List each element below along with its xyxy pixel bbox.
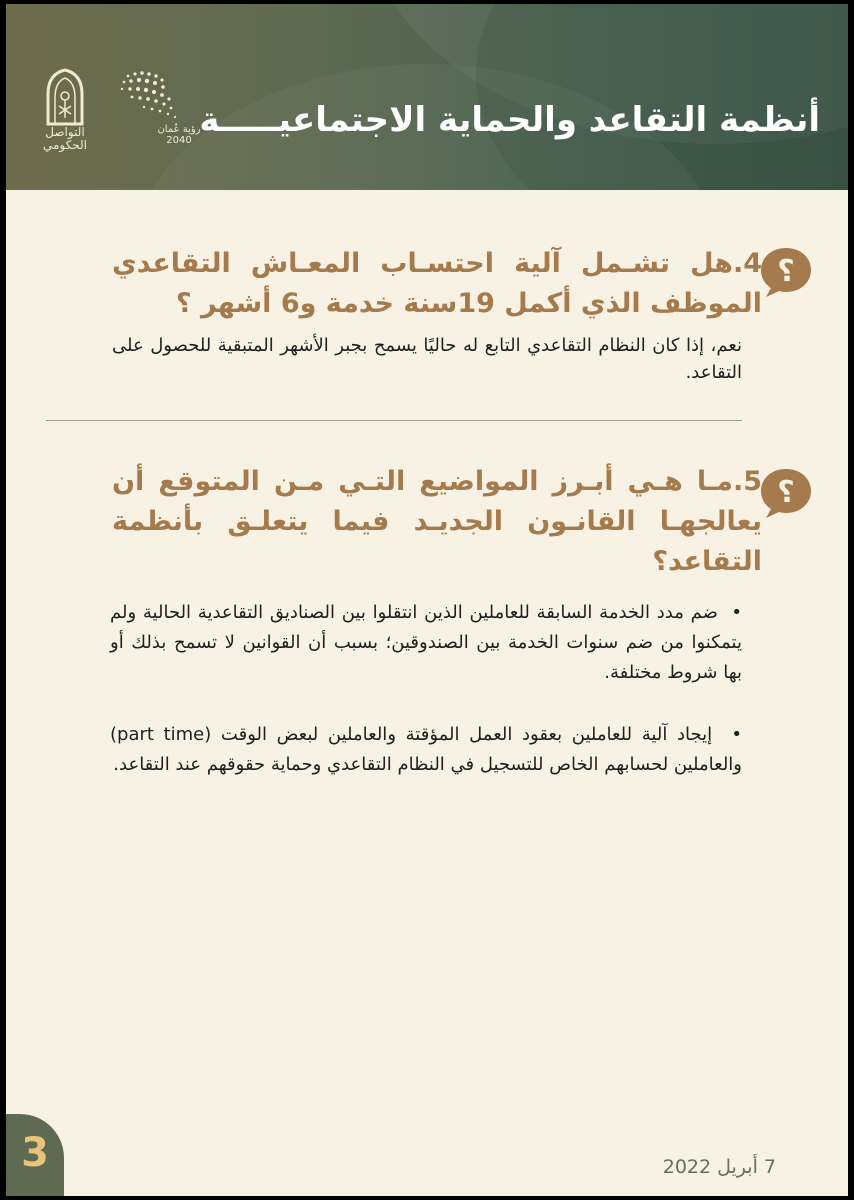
question-5-bullet	[110, 598, 742, 688]
publication-date: 7 أبريل 2022	[662, 1156, 776, 1178]
svg-text:؟: ؟	[777, 475, 795, 510]
bullet-marker: •	[712, 724, 742, 745]
question-5-heading: 5.مـا هـي أبـرز المواضيع التـي مـن المتوقع أن يعالجهـا القانـون الجديـد فيما يتعلـق بأنظمة التقاعد؟	[112, 466, 762, 577]
page-title: أنظمة التقاعد والحماية الاجتماعيـــــة	[199, 100, 820, 140]
question-4-answer: نعم، إذا كان النظام التقاعدي التابع له حاليًا يسمح بجبر الأشهر المتبقية للحصول على التقاعد.	[112, 335, 742, 383]
gov-logo-caption: التواصل الحكومي	[43, 125, 87, 152]
government-communication-logo	[28, 66, 102, 152]
question-4-heading: 4.هل تشـمل آلية احتسـاب المعـاش التقاعدي الموظف الذي أكمل 19سنة خدمة و6 أشهر ؟	[112, 248, 762, 319]
bullet-text: ضم مدد الخدمة السابقة للعاملين الذين انتقلوا بين الصناديق التقاعدية الحالية ولم يتمكنوا من ضم سنوات الخدمة بين الصندوقين؛ بسبب أن القوانين لا تسمح بذلك أو بها شروط مختلفة.	[110, 602, 742, 683]
speech-bubble-question-icon	[758, 466, 814, 520]
khanjar-emblem-icon	[28, 66, 102, 126]
speech-bubble-question-icon	[758, 245, 814, 299]
header-banner	[6, 4, 848, 190]
bullet-text: إيجاد آلية للعاملين بعقود العمل المؤقتة والعاملين لبعض الوقت (part time) والعاملين لحسابهم الخاص للتسجيل في النظام التقاعدي وحماية حقوقهم عند التقاعد.	[110, 724, 742, 775]
bullet-marker: •	[717, 602, 743, 623]
section-divider	[46, 420, 742, 421]
vision-logo-caption: رؤية عُمان 2040	[157, 124, 201, 146]
question-5-bullet	[110, 720, 742, 780]
page-number: 3	[21, 1130, 49, 1176]
document-page	[6, 4, 848, 1196]
svg-text:؟: ؟	[777, 254, 795, 289]
